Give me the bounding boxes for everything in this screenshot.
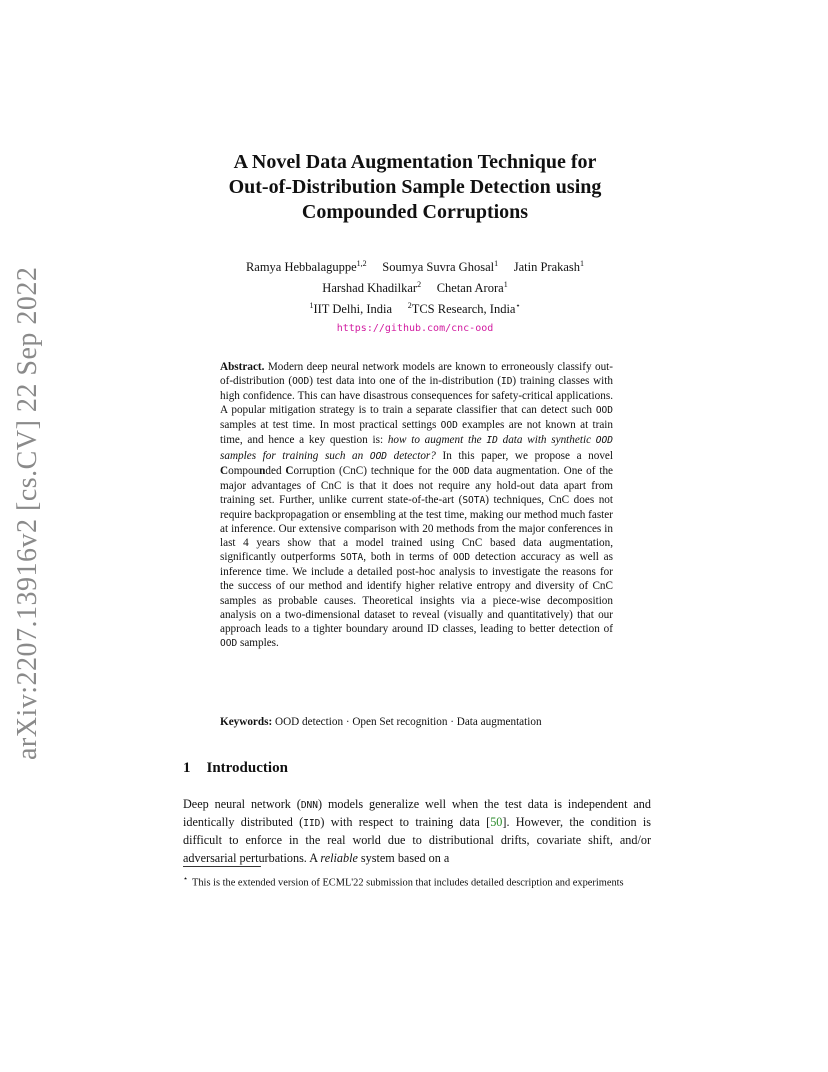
abstract-question: samples for training such an bbox=[220, 449, 370, 462]
abstract-mono: OOD bbox=[595, 435, 613, 447]
section-heading bbox=[183, 760, 288, 777]
intro-text: ) with respect to training data [ bbox=[320, 815, 491, 830]
author-name: Jatin Prakash bbox=[513, 260, 581, 275]
abstract-text: examples are not known at train time, and hence a key question is: bbox=[220, 419, 613, 447]
title-line-2: Out-of-Distribution Sample Detection using bbox=[228, 176, 602, 198]
footnote-mark: ⋆ bbox=[183, 874, 189, 883]
affil-sup: 2 bbox=[407, 301, 412, 311]
affil-1: IIT Delhi, India bbox=[313, 302, 393, 317]
author-sup: 1 bbox=[503, 280, 508, 290]
author-line-1 bbox=[150, 255, 680, 276]
abstract-mono: OOD bbox=[440, 420, 458, 432]
author-name: Soumya Suvra Ghosal bbox=[382, 260, 495, 275]
keywords bbox=[220, 716, 620, 728]
footnote-text: This is the extended version of ECML'22 submission that includes detailed description and experiments bbox=[192, 877, 624, 889]
keywords-label: Keywords: bbox=[220, 716, 273, 728]
abstract-mono: OOD bbox=[452, 465, 470, 477]
abstract-text: ) techniques, CnC does not require backpropagation or ensembling at the test time, making our method much faster at inference. Our extensive comparison with 20 methods from the major conferences in last 4 years show that a model trained using CnC based data augmentation, significantly outperforms bbox=[220, 493, 614, 564]
abstract-mono: ID bbox=[486, 435, 498, 447]
repo-link[interactable]: https://github.com/cnc-ood bbox=[336, 323, 494, 335]
abstract-mono: OOD bbox=[452, 552, 471, 564]
intro-mono: DNN bbox=[300, 800, 318, 811]
abstract-text: , both in terms of bbox=[363, 551, 453, 564]
abstract-text: orruption (CnC) technique for the bbox=[293, 464, 453, 477]
affiliations bbox=[150, 297, 680, 318]
abstract-question: detector? bbox=[387, 449, 436, 462]
abstract-mono: OOD bbox=[595, 405, 613, 417]
abstract-mono: SOTA bbox=[462, 494, 486, 506]
affil-2: TCS Research, India bbox=[411, 302, 516, 317]
intro-mono: IID bbox=[303, 818, 321, 830]
intro-text: ) models generalize well when the test data is independent and identically distributed ( bbox=[183, 797, 651, 830]
affil-star: ⋆ bbox=[515, 301, 521, 311]
abstract-mono: ID bbox=[500, 376, 513, 388]
intro-italic: reliable bbox=[320, 850, 358, 865]
abstract-bold: C bbox=[285, 464, 294, 477]
abstract-text: ) training classes with high confidence. This can have disastrous consequences for safety-critical applications. A popular mitigation strategy is to train a separate classifier that can detect such bbox=[220, 375, 613, 417]
abstract-text: ) test data into one of the in-distribution ( bbox=[309, 375, 501, 388]
section-title: Introduction bbox=[206, 760, 288, 776]
abstract-text: In this paper, we propose a novel bbox=[435, 449, 614, 462]
abstract-bold: C bbox=[220, 464, 229, 477]
abstract-mono: OOD bbox=[292, 376, 310, 388]
section-number: 1 bbox=[183, 760, 191, 776]
abstract bbox=[220, 360, 613, 651]
author-block bbox=[150, 255, 680, 337]
footnote-rule bbox=[183, 866, 261, 867]
abstract-text: Modern deep neural network models are known to erroneously classify out-of-distribution ( bbox=[220, 361, 613, 388]
arxiv-stamp-text: arXiv:2207.13916v2 [cs.CV] 22 Sep 2022 bbox=[12, 266, 43, 760]
author-sup: 1 bbox=[494, 259, 499, 268]
intro-text: system based on a bbox=[357, 850, 450, 865]
title-line-1: A Novel Data Augmentation Technique for bbox=[233, 151, 597, 173]
abstract-text: samples at test time. In most practical settings bbox=[220, 419, 441, 432]
abstract-mono: OOD bbox=[220, 637, 238, 649]
abstract-mono: OOD bbox=[369, 450, 388, 462]
abstract-text: ded bbox=[265, 464, 286, 477]
abstract-label: Abstract. bbox=[220, 361, 265, 373]
author-name: Ramya Hebbalaguppe bbox=[245, 260, 357, 275]
title-line-3: Compounded Corruptions bbox=[301, 201, 529, 223]
abstract-text: data augmentation. One of the major advantages of CnC is that it does not require any hold-out data apart from training set. Further, unlike current state-of-the-art ( bbox=[220, 464, 614, 506]
author-name: Harshad Khadilkar bbox=[322, 281, 418, 296]
affil-sup: 1 bbox=[309, 301, 314, 311]
abstract-text: detection accuracy as well as inference time. We include a detailed post-hoc analysis to investigate the reasons for the success of our method and identify higher relative entropy and diversity of CnC samples as probable causes. Theoretical insights via a piece-wise decomposition analysis on a two-dimensional dataset to reveal (visually and quantitatively) that our approach leads to a tighter boundary around ID classes, leading to better detection of bbox=[220, 551, 613, 635]
author-sup: 2 bbox=[417, 280, 422, 290]
paper-title bbox=[150, 150, 680, 225]
abstract-question: how to augment the bbox=[387, 434, 487, 447]
author-sup: 1 bbox=[580, 259, 585, 268]
intro-paragraph bbox=[183, 796, 651, 867]
author-line-2 bbox=[150, 276, 680, 297]
author-sup: 1,2 bbox=[356, 259, 367, 268]
abstract-mono: SOTA bbox=[340, 552, 364, 564]
intro-text: Deep neural network ( bbox=[183, 797, 301, 811]
abstract-text: samples. bbox=[237, 636, 279, 649]
footnote bbox=[183, 872, 658, 890]
author-name: Chetan Arora bbox=[436, 281, 504, 296]
abstract-question: data with synthetic bbox=[497, 434, 596, 447]
citation-link[interactable]: 50 bbox=[490, 815, 503, 830]
keywords-text: OOD detection · Open Set recognition · Data augmentation bbox=[272, 716, 542, 728]
abstract-text: ompou bbox=[228, 464, 260, 477]
intro-text: ]. However, the condition is difficult to enforce in the real world due to distributional drifts, covariate shift, and/or adversarial perturbations. A bbox=[183, 815, 651, 865]
abstract-bold: n bbox=[259, 464, 266, 477]
